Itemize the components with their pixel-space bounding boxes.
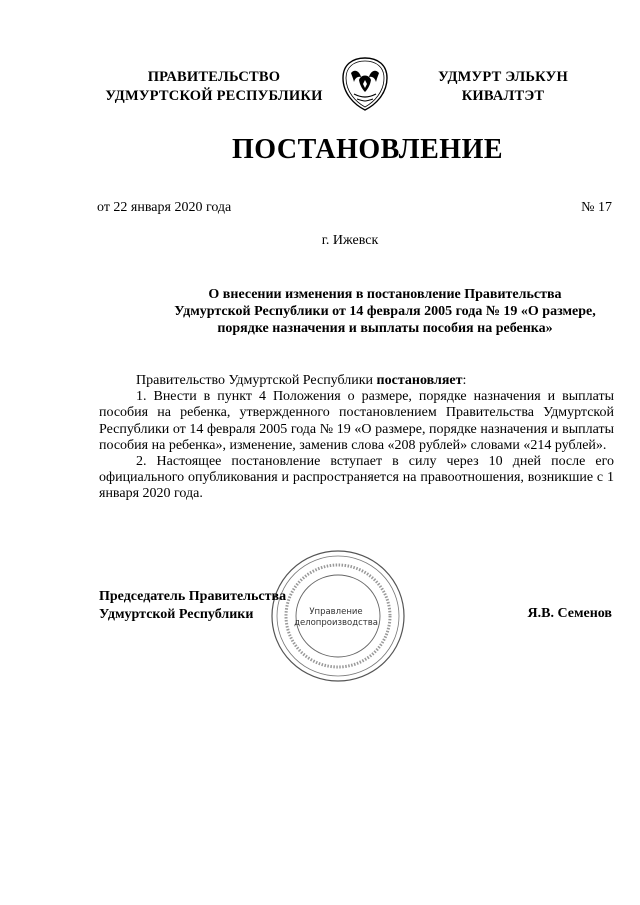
- signer-position: [99, 588, 286, 624]
- document-subject: [97, 286, 613, 337]
- issuer-name-udmurt: [418, 68, 588, 106]
- stamp-line-2: делопроизводства: [294, 618, 378, 628]
- signer-position-line-1: Председатель Правительства: [99, 589, 287, 604]
- body-paragraph-2: 2. Настоящее постановление вступает в силу через 10 дней после его официального опубликования и распространяется на правоотношения, возникшие с 1 января 2020 года.: [99, 454, 614, 502]
- intro-suffix: :: [462, 373, 467, 388]
- subject-line-3: порядке назначения и выплаты пособия на ребенка»: [217, 321, 553, 336]
- document-body: [99, 373, 614, 503]
- stamp-line-1: Управление: [309, 607, 363, 617]
- issuer-udm-line-2: КИВАЛТЭТ: [461, 88, 545, 104]
- intro-decree-word: постановляет: [376, 373, 463, 388]
- document-title: ПОСТАНОВЛЕНИЕ: [231, 134, 504, 165]
- signer-position-line-2: Удмуртской Республики: [99, 607, 254, 622]
- subject-line-1: О внесении изменения в постановление Правительства: [208, 287, 562, 302]
- body-intro: [99, 373, 614, 389]
- subject-line-2: Удмуртской Республики от 14 февраля 2005 года № 19 «О размере,: [174, 304, 596, 319]
- issuer-name-russian: [84, 68, 344, 106]
- signer-name: Я.В. Семенов: [527, 606, 612, 621]
- issuer-line-1: ПРАВИТЕЛЬСТВО: [147, 69, 281, 85]
- document-city: г. Ижевск: [321, 233, 379, 248]
- issuer-line-2: УДМУРТСКОЙ РЕСПУБЛИКИ: [105, 88, 323, 104]
- intro-prefix: Правительство Удмуртской Республики: [136, 373, 377, 388]
- body-paragraph-1: 1. Внести в пункт 4 Положения о размере, порядке назначения и выплаты пособия на ребенка, утвержденного постановлением Правительства Удмуртской Республики от 14 февраля 2005 года № 19 «О размере, порядке назначения и выплаты пособия на ребенка», изменение, заменив слова «208 рублей» словами «214 рублей».: [99, 389, 614, 453]
- document-date: от 22 января 2020 года: [97, 200, 232, 215]
- issuer-udm-line-1: УДМУРТ ЭЛЬКУН: [438, 69, 568, 85]
- coat-of-arms-icon: [340, 56, 390, 112]
- document-number: № 17: [581, 200, 612, 215]
